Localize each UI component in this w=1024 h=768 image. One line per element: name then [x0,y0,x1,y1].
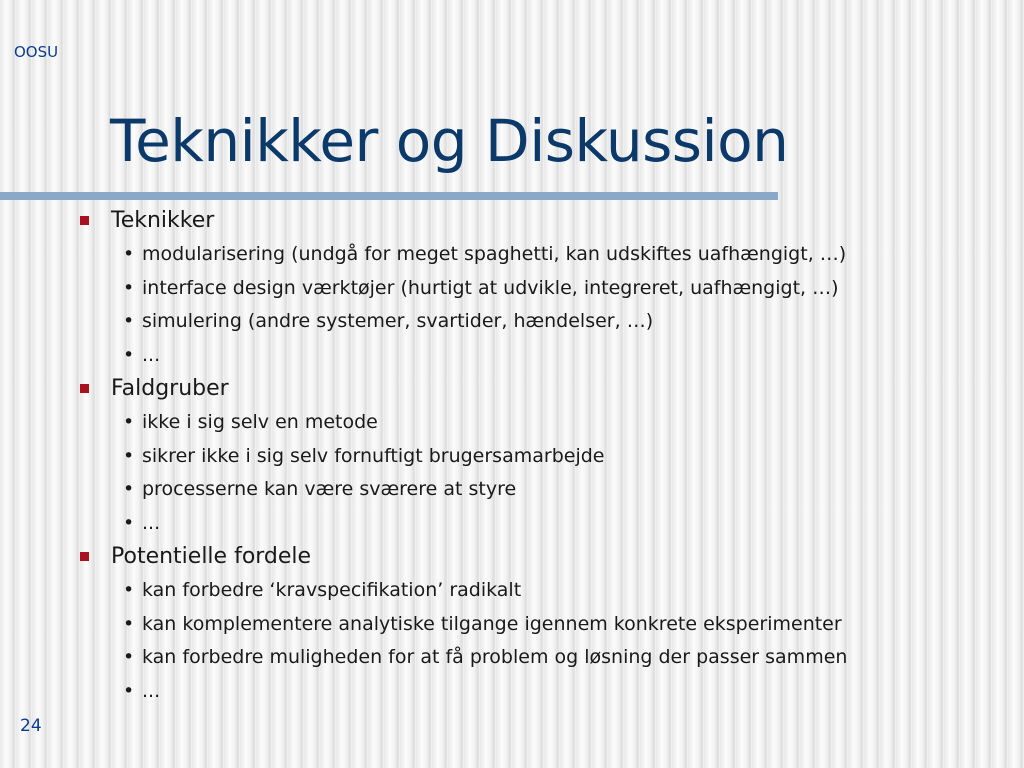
list-item-text: ikke i sig selv en metode [142,411,378,433]
bullet-dot-icon: • [123,579,135,601]
list-item [80,608,1010,642]
list-item-text: modularisering (undgå for meget spaghetti, kan udskiftes uafhængigt, …) [142,243,847,265]
bullet-dot-icon: • [123,478,135,500]
list-item-text: kan komplementere analytiske tilgange igennem konkrete eksperimenter [142,612,842,635]
bullet-dot-icon: • [123,343,135,366]
list-item-text: kan forbedre muligheden for at få problem og løsning der passer sammen [142,646,848,668]
list-item [80,675,1010,709]
list-item-text: ... [142,511,161,534]
list-item-text: kan forbedre ‘kravspecifikation’ radikalt [142,579,522,601]
list-item-text: ... [142,343,161,366]
list-item [80,339,1010,373]
list-item-text: processerne kan være sværere at styre [142,478,517,500]
bullet-dot-icon: • [123,310,135,332]
slide-content [80,204,1010,708]
list-item-text: simulering (andre systemer, svartider, hændelser, …) [142,310,654,332]
list-item [80,272,1010,306]
bullet-dot-icon: • [123,243,135,265]
square-bullet-icon [80,384,89,393]
bullet-dot-icon: • [123,612,135,635]
list-item-text: interface design værktøjer (hurtigt at udvikle, integreret, uafhængigt, …) [142,276,839,299]
bullet-dot-icon: • [123,679,135,702]
list-item [80,641,1010,675]
section-potentielle-fordele [80,540,1010,574]
list-item [80,507,1010,541]
title-divider [0,192,778,200]
section-heading: Potentielle fordele [111,544,312,569]
list-item-text: sikrer ikke i sig selv fornuftigt brugersamarbejde [142,444,605,467]
list-item [80,440,1010,474]
corner-label: OOSU [14,43,59,61]
list-item [80,473,1010,507]
list-item-text: ... [142,679,161,702]
list-item [80,574,1010,608]
bullet-dot-icon: • [123,646,135,668]
bullet-dot-icon: • [123,276,135,299]
bullet-dot-icon: • [123,511,135,534]
square-bullet-icon [80,216,89,225]
bullet-dot-icon: • [123,444,135,467]
list-item [80,305,1010,339]
square-bullet-icon [80,552,89,561]
section-teknikker [80,204,1010,238]
section-heading: Teknikker [111,208,215,233]
list-item [80,238,1010,272]
bullet-dot-icon: • [123,411,135,433]
section-faldgruber [80,372,1010,406]
page-number: 24 [20,716,42,736]
section-heading: Faldgruber [111,376,229,401]
slide-title: Teknikker og Diskussion [110,107,789,175]
list-item [80,406,1010,440]
